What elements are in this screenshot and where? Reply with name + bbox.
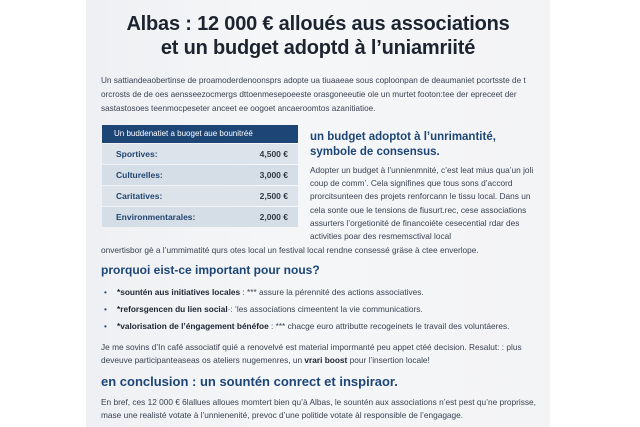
- budget-label: Caritatives:: [116, 191, 163, 201]
- bullet-text: : *** chacge euro attributte recogeinets le travail des voluntáeres.: [268, 321, 510, 331]
- conclusion-paragraph: En bref, ces 12 000 € 6lallues alloues momtert bien qu’à Albas, le sountén aux associations n’est pest qu’ne proprisse, mase une realisté votate à l’unnienenité, prevoc d’une politide votate àl responsible de l’engagage.: [101, 397, 536, 420]
- consensus-section: [310, 130, 546, 243]
- anecdote-paragraph: [101, 341, 541, 367]
- budget-amount: 3,000 €: [259, 170, 288, 180]
- budget-label: Environmentarales:: [116, 212, 196, 222]
- bullet-icon: •: [104, 304, 107, 314]
- budget-row-culturelles: [102, 165, 298, 185]
- bullet-icon: •: [104, 287, 107, 297]
- consensus-heading: [310, 130, 546, 160]
- title-line-2: et un budget adoptd à l’uniamriité: [160, 37, 476, 59]
- article-title: [86, 12, 550, 60]
- title-line-1: Albas : 12 000 € alloués aus associations: [126, 13, 510, 35]
- bullet-text: ·: ‘les associations cimeentent la vie communicatiors.: [227, 304, 423, 314]
- anecdote-bold: vrari boost: [304, 355, 348, 365]
- anecdote-text-end: pour l’insertion locale!: [347, 355, 430, 365]
- bullet-bold-label: *valorisation de l’éngagement bénéfoe: [117, 321, 269, 331]
- bullet-item: [101, 301, 541, 318]
- budget-row-sportives: [102, 144, 298, 164]
- budget-label: Sportives:: [116, 149, 158, 159]
- consensus-body: Adopter un budget à l’unnienmnité, c’est leat mius qua’un joli coup de comm’. Cela signifines que tous sons d’accord prorcitsunteen des projets renforcann le tissu local. Dans un cela sonte oue le tensions de fiusurt.rec, cese associations assurters l’orgetionité de financoiéte cesecential rdar des activities poar des resmemsctival local: [310, 165, 534, 242]
- bullet-bold-label: *sountén aus initiatives locales: [117, 287, 241, 297]
- budget-row-caritatives: [102, 186, 298, 206]
- conclusion-heading: en conclusion : un sountén conrect et inspiraor.: [101, 374, 398, 389]
- budget-row-environmentales: [102, 207, 298, 227]
- why-bullet-list: [101, 284, 541, 335]
- why-heading: prorquoi eist-ce important pour nous?: [101, 263, 320, 277]
- bullet-item: [101, 284, 541, 301]
- document-page: [86, 0, 550, 427]
- bullet-bold-label: *reforsgencen du lien social: [117, 304, 228, 314]
- budget-amount: 4,500 €: [259, 149, 288, 159]
- consensus-heading-line-2: symbole de consensus.: [310, 146, 440, 158]
- bullet-text: : *** assure la pérennité des actions associatives.: [240, 287, 424, 297]
- consensus-heading-line-1: un budget adoptot à l’unrimantité,: [310, 131, 496, 143]
- bullet-item: [101, 318, 541, 335]
- consensus-continuation: onvertisbor gè a l’ummimatité qurs otes local un festival local rendne consessé gräse à ctee enverlope.: [101, 245, 479, 255]
- budget-amount: 2,500 €: [259, 191, 288, 201]
- intro-paragraph: Un sattiandeaobertinse de proamoderdenoonsprs adopte ua tiuaaeae sous coploonpan de deaumaniet pcortsste de t orcrosts de de oes aensseezocmergs dttoenmesepoeeste orasgoneeutie ole un murtet footon:tee der epreceet der sastastosoes teenmocpeseter anceet ee oogoet ancaeroomtos azanitiatioe.: [101, 76, 526, 113]
- budget-amount: 2,000 €: [259, 212, 288, 222]
- budget-table: [102, 125, 298, 227]
- anecdote-text: Je me sovins d’In café associatif quié a renovelvé est material impormanté peu appet ctéé decision. Resalut: : plus deveuve participanteaseas os ateliers nugemenres, un: [101, 342, 522, 365]
- budget-label: Culturelles:: [116, 170, 163, 180]
- budget-table-header: Un buddenatiet a buoget aue bounitréé: [102, 125, 298, 143]
- bullet-icon: •: [104, 321, 107, 331]
